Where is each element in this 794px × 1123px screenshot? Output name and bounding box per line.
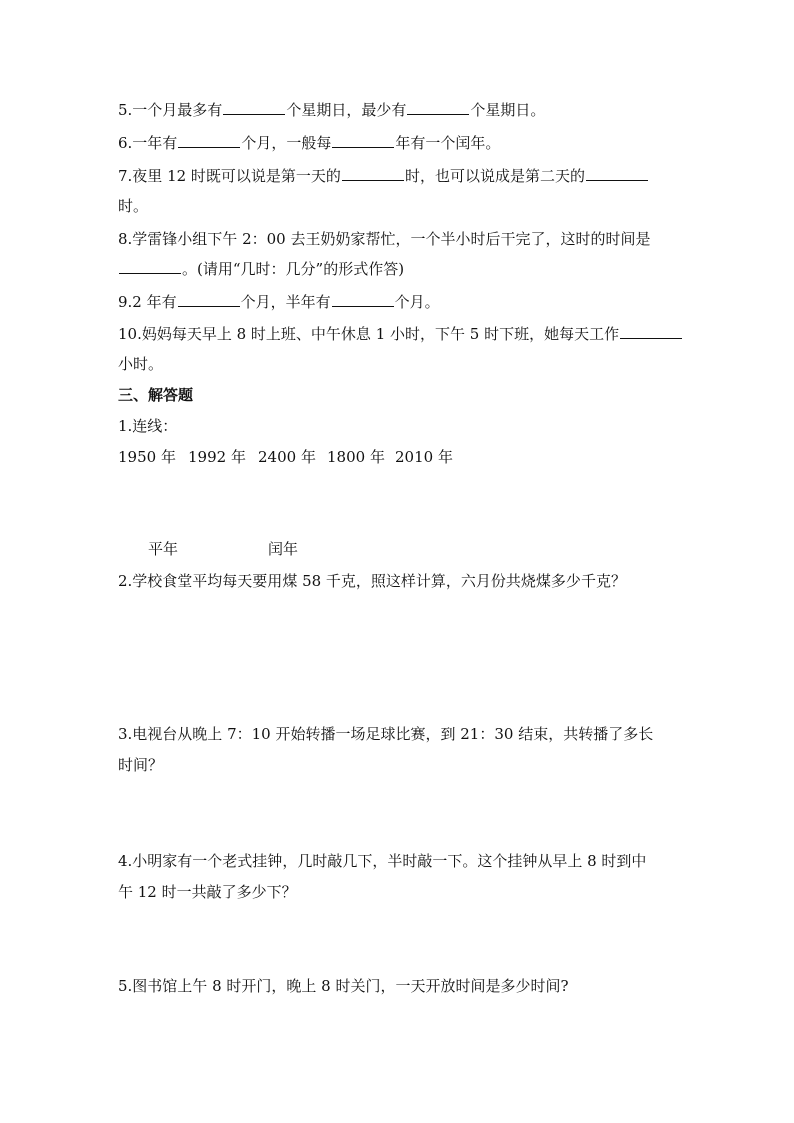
question-9-text-a: 9.2 年有: [118, 293, 177, 311]
section-heading: 三、解答题: [118, 386, 194, 404]
answer-q4-line-2: 午 12 时一共敲了多少下？: [118, 883, 297, 901]
year-item: 2400 年: [258, 448, 316, 466]
question-10-text-a: 10.妈妈每天早上 8 时上班、中午休息 1 小时，下午 5 时下班，她每天工作: [118, 325, 620, 343]
answer-q3-line-1: 3.电视台从晚上 7：10 开始转播一场足球比赛，到 21：30 结束，共转播了多长: [118, 725, 654, 743]
question-8-text-b: 。(请用“几时：几分”的形式作答): [182, 260, 405, 278]
answer-q5: 5.图书馆上午 8 时开门，晚上 8 时关门，一天开放时间是多少时间?: [118, 977, 569, 995]
answer-blank: [223, 100, 285, 115]
question-9: [118, 292, 440, 312]
question-5-text-c: 个星期日。: [470, 101, 546, 119]
answer-blank: [342, 166, 404, 181]
answer-blank: [586, 166, 648, 181]
question-6-text-a: 6.一年有: [118, 134, 178, 152]
question-5-text-a: 5.一个月最多有: [118, 101, 223, 119]
answer-blank: [178, 133, 240, 148]
question-9-text-b: 个月，半年有: [240, 293, 331, 311]
year-item: 1800 年: [327, 448, 385, 466]
question-8-line-2: [118, 259, 404, 279]
question-8-text-a: 8.学雷锋小组下午 2：00 去王奶奶家帮忙，一个半小时后干完了，这时的时间是: [118, 230, 651, 248]
question-7: [118, 166, 649, 186]
year-item: 1950 年: [118, 448, 176, 466]
question-10-text-b: 小时。: [118, 355, 164, 373]
question-10: [118, 324, 683, 344]
question-6-text-b: 个月，一般每: [241, 134, 332, 152]
question-7-line-2: [118, 196, 148, 216]
question-5: [118, 100, 545, 120]
answer-blank: [178, 292, 240, 307]
year-list: [118, 447, 453, 467]
answer-blank: [332, 133, 394, 148]
answer-q4-line-1: 4.小明家有一个老式挂钟，几时敲几下，半时敲一下。这个挂钟从早上 8 时到中: [118, 852, 647, 870]
answer-blank: [332, 292, 394, 307]
question-10-line-2: [118, 354, 163, 374]
question-7-text-a: 7.夜里 12 时既可以说是第一天的: [118, 167, 341, 185]
question-7-text-b: 时，也可以说成是第二天的: [404, 167, 585, 185]
year-item: 1992 年: [188, 448, 246, 466]
answer-blank: [119, 259, 181, 274]
question-6: [118, 133, 500, 153]
question-6-text-c: 年有一个闰年。: [395, 134, 501, 152]
category-common-year: 平年: [148, 540, 179, 558]
question-5-text-b: 个星期日，最少有: [286, 101, 407, 119]
category-leap-year: 闰年: [268, 540, 299, 558]
answer-q2: 2.学校食堂平均每天要用煤 58 千克，照这样计算，六月份共烧煤多少千克？: [118, 572, 626, 590]
question-8: [118, 229, 650, 249]
answer-blank: [620, 324, 682, 339]
year-item: 2010 年: [395, 448, 453, 466]
answer-blank: [407, 100, 469, 115]
question-7-text-c: 时。: [118, 197, 149, 215]
answer-q3-line-2: 时间？: [118, 756, 164, 774]
answer-q1-title: 1.连线：: [118, 417, 178, 435]
question-9-text-c: 个月。: [394, 293, 440, 311]
